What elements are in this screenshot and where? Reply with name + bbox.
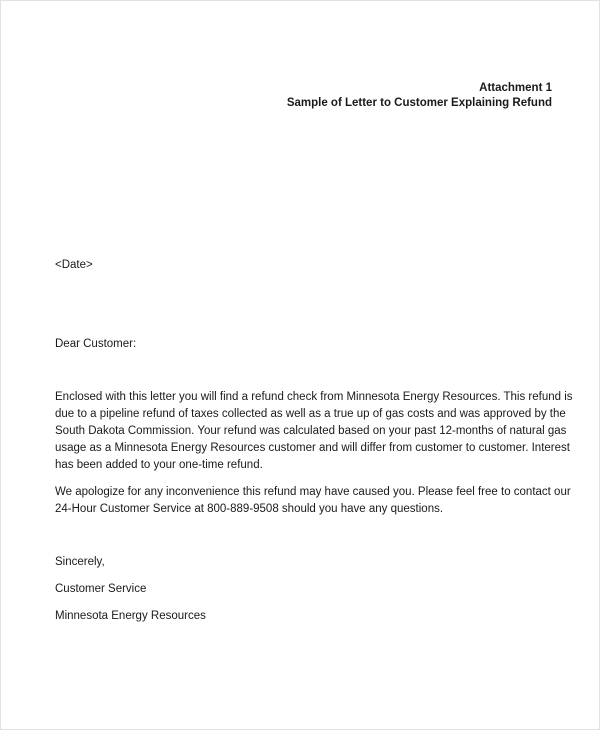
- signature-department: Customer Service: [55, 583, 147, 595]
- paragraph-line: Enclosed with this letter you will find a refund check from Minnesota Energy Resources. This refund is: [55, 391, 573, 403]
- paragraph-line: due to a pipeline refund of taxes collected as well as a true up of gas costs and was approved by the: [55, 408, 566, 420]
- letter-closing: Sincerely,: [55, 556, 105, 568]
- paragraph-line: South Dakota Commission. Your refund was calculated based on your past 12-months of natural gas: [55, 425, 567, 437]
- letter-date: <Date>: [55, 259, 93, 271]
- paragraph-line: has been added to your one-time refund.: [55, 459, 263, 471]
- letter-paragraph-1: [55, 389, 573, 474]
- document-subtitle: Sample of Letter to Customer Explaining Refund: [286, 97, 552, 109]
- attachment-header: [287, 81, 552, 111]
- paragraph-line: We apologize for any inconvenience this refund may have caused you. Please feel free to contact our: [55, 486, 571, 498]
- letter-paragraph-2: [55, 484, 571, 518]
- attachment-label: Attachment 1: [479, 82, 552, 94]
- signature-company: Minnesota Energy Resources: [55, 610, 206, 622]
- paragraph-line: usage as a Minnesota Energy Resources customer and will differ from customer to customer. Interest: [55, 442, 570, 454]
- paragraph-line: 24-Hour Customer Service at 800-889-9508 should you have any questions.: [55, 503, 444, 515]
- letter-salutation: Dear Customer:: [55, 338, 137, 350]
